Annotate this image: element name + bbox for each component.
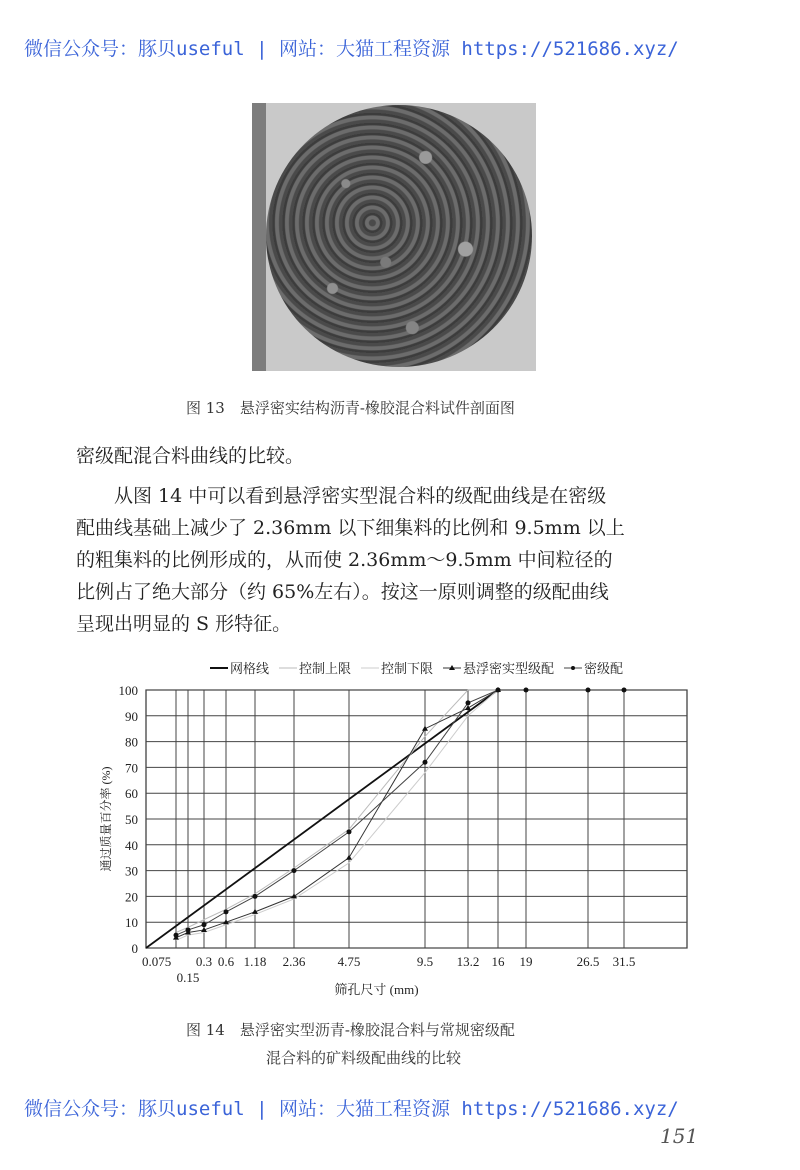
legend-label: 控制上限 bbox=[299, 661, 352, 676]
x-tick-label: 13.2 bbox=[456, 954, 480, 969]
x-tick-label: 9.5 bbox=[416, 954, 434, 969]
x-tick-label: 0.6 bbox=[217, 954, 235, 969]
circle-marker bbox=[622, 688, 627, 693]
circle-marker bbox=[423, 760, 428, 765]
x-tick-label: 4.75 bbox=[337, 954, 361, 969]
series-line-4 bbox=[176, 690, 624, 935]
y-tick-label: 0 bbox=[131, 941, 138, 956]
circle-marker bbox=[202, 922, 207, 927]
y-tick-label: 30 bbox=[125, 863, 138, 879]
triangle-marker bbox=[346, 855, 352, 860]
x-tick-label: 2.36 bbox=[282, 954, 306, 969]
circle-marker bbox=[496, 688, 501, 693]
legend-label: 悬浮密实型级配 bbox=[463, 661, 555, 676]
y-tick-label: 10 bbox=[125, 915, 138, 931]
page-number: 151 bbox=[660, 1124, 699, 1148]
y-tick-label: 60 bbox=[125, 786, 138, 802]
x-tick-label: 31.5 bbox=[612, 954, 636, 969]
y-axis-label: 通过质量百分率 (%) bbox=[99, 766, 113, 872]
circle-marker bbox=[292, 868, 297, 873]
watermark-top[interactable]: 微信公众号：豚贝useful | 网站：大猫工程资源 https://521686.xyz/ bbox=[24, 38, 679, 60]
specimen-cross-section-photo bbox=[252, 103, 536, 371]
circle-marker bbox=[224, 909, 229, 914]
body-line: 呈现出明显的 S 形特征。 bbox=[76, 613, 292, 635]
x-tick-label: 0.15 bbox=[176, 970, 200, 985]
body-line: 密级配混合料曲线的比较。 bbox=[76, 445, 305, 467]
x-tick-label: 16 bbox=[491, 954, 505, 969]
watermark-bottom[interactable]: 微信公众号：豚贝useful | 网站：大猫工程资源 https://521686.xyz/ bbox=[24, 1098, 679, 1120]
legend-label: 密级配 bbox=[584, 661, 624, 676]
legend-label: 网格线 bbox=[230, 661, 270, 676]
circle-marker bbox=[174, 933, 179, 938]
circle-marker bbox=[186, 927, 191, 932]
x-tick-label: 0.075 bbox=[142, 954, 172, 969]
body-line: 从图 14 中可以看到悬浮密实型混合料的级配曲线是在密级 bbox=[76, 485, 607, 507]
body-line: 的粗集料的比例形成的，从而使 2.36mm～9.5mm 中间粒径的 bbox=[76, 549, 613, 571]
gradation-chart bbox=[90, 655, 710, 1005]
circle-marker bbox=[253, 894, 258, 899]
x-tick-label: 19 bbox=[519, 954, 533, 969]
circle-marker bbox=[347, 829, 352, 834]
circle-marker bbox=[586, 688, 591, 693]
x-tick-label: 0.3 bbox=[195, 954, 213, 969]
y-tick-label: 90 bbox=[125, 708, 138, 724]
legend-circle-marker bbox=[571, 666, 575, 670]
figure14-caption-line1: 图 14 悬浮密实型沥青-橡胶混合料与常规密级配 bbox=[186, 1021, 515, 1039]
body-line: 比例占了绝大部分（约 65%左右）。按这一原则调整的级配曲线 bbox=[76, 581, 609, 603]
legend-label: 控制下限 bbox=[381, 661, 434, 676]
y-tick-label: 40 bbox=[125, 837, 138, 853]
x-tick-label: 1.18 bbox=[243, 954, 267, 969]
figure13-caption: 图 13 悬浮密实结构沥青-橡胶混合料试件剖面图 bbox=[186, 399, 515, 417]
x-axis-label: 筛孔尺寸 (mm) bbox=[334, 982, 419, 997]
body-line: 配曲线基础上减少了 2.36mm 以下细集料的比例和 9.5mm 以上 bbox=[76, 517, 625, 539]
y-tick-label: 70 bbox=[125, 760, 138, 776]
circle-marker bbox=[466, 700, 471, 705]
y-tick-label: 20 bbox=[125, 889, 138, 905]
y-tick-label: 50 bbox=[125, 812, 138, 827]
circle-marker bbox=[524, 688, 529, 693]
y-tick-label: 100 bbox=[118, 683, 138, 698]
x-tick-label: 26.5 bbox=[576, 954, 600, 969]
series-line-3 bbox=[176, 690, 498, 938]
y-tick-label: 80 bbox=[125, 734, 138, 750]
figure14-caption-line2: 混合料的矿料级配曲线的比较 bbox=[266, 1049, 462, 1067]
